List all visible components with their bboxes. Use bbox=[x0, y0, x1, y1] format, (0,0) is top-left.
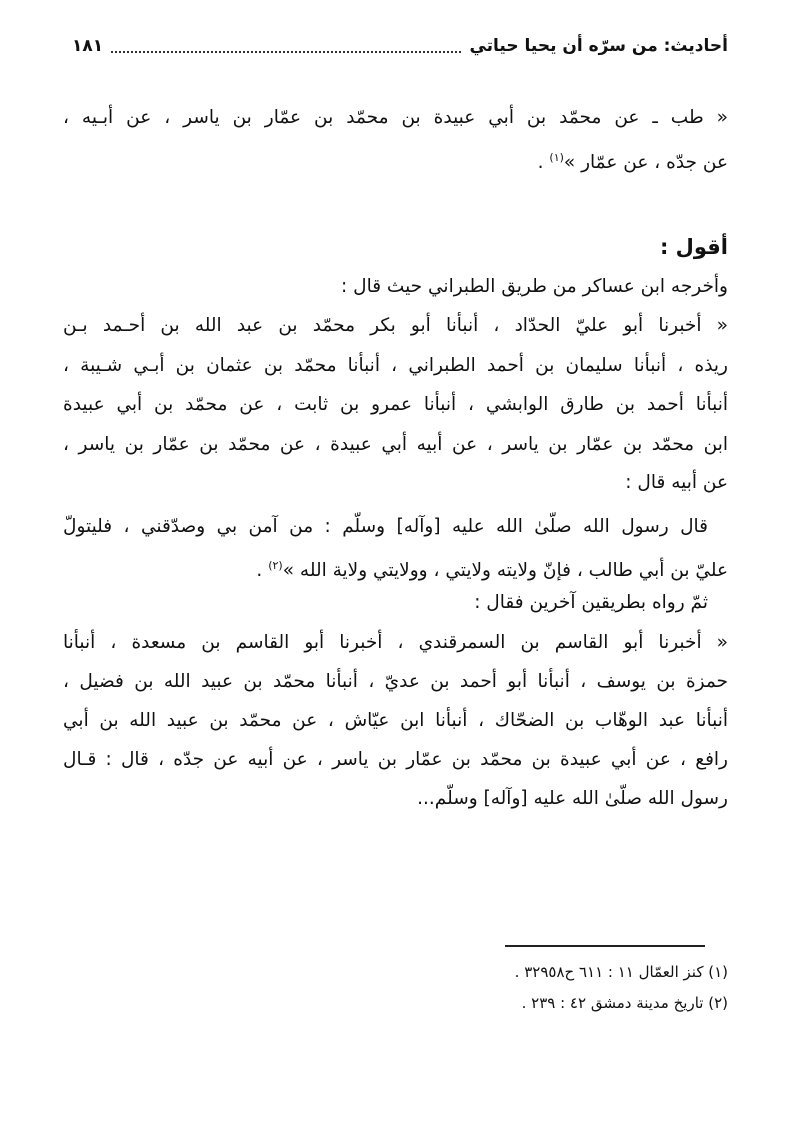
body-line: حمزة بن يوسف ، أنبأنا أبو أحمد بن عديّ ، أنبأنا محمّد بن عبيد الله بن فضيل ، bbox=[63, 671, 728, 692]
period: . bbox=[256, 560, 263, 581]
body-line: قال رسول الله صلّىٰ الله عليه [وآله] وسلّم : من آمن بي وصدّقني ، فليتولّ bbox=[63, 516, 708, 537]
body-line: رسول الله صلّىٰ الله عليه [وآله] وسلّم... bbox=[417, 788, 728, 809]
footnote-ref: (١) bbox=[549, 151, 564, 164]
footnote-ref: (٢) bbox=[268, 559, 283, 572]
page-number: ١٨١ bbox=[72, 36, 104, 56]
running-header bbox=[72, 32, 728, 60]
body-line: عن أبيه قال : bbox=[625, 472, 728, 493]
body-line: « أخبرنا أبو القاسم بن السمرقندي ، أخبرنا أبو القاسم بن مسعدة ، أنبأنا bbox=[63, 632, 728, 653]
footnote: (١) كنز العمّال ١١ : ٦١١ ح٣٢٩٥٨ . bbox=[514, 963, 728, 981]
body-line: « أخبرنا أبو عليّ الحدّاد ، أنبأنا أبو بكر محمّد بن عبد الله بن أحـمد بـن bbox=[63, 315, 728, 336]
line-text: عليّ بن أبي طالب ، فإنّ ولايته ولايتي ، وولايتي ولاية الله » bbox=[282, 560, 728, 581]
body-line: وأخرجه ابن عساكر من طريق الطبراني حيث قال : bbox=[341, 276, 728, 297]
body-line bbox=[63, 551, 728, 581]
footnote-divider bbox=[505, 945, 705, 947]
body-line bbox=[63, 143, 728, 173]
body-line: أنبأنا أحمد بن طارق الوابشي ، أنبأنا عمرو بن ثابت ، عن محمّد بن أبي عبيدة bbox=[63, 394, 728, 415]
body-line: ابن محمّد بن عمّار بن ياسر ، عن أبيه أبي عبيدة ، عن محمّد بن عمّار بن ياسر ، bbox=[63, 434, 728, 455]
body-line: رافع ، عن أبي عبيدة بن محمّد بن عمّار بن ياسر ، عن أبيه عن جدّه ، قال : قـال bbox=[63, 749, 728, 770]
body-line: ريذه ، أنبأنا سليمان بن أحمد الطبراني ، أنبأنا محمّد بن عثمان بن أبـي شـيبة ، bbox=[63, 355, 728, 376]
dot-leader bbox=[111, 39, 461, 53]
period: . bbox=[537, 152, 544, 173]
body-line: « طب ـ عن محمّد بن أبي عبيدة بن محمّد بن عمّار بن ياسر ، عن أبـيه ، bbox=[63, 107, 728, 128]
line-text: عن جدّه ، عن عمّار » bbox=[563, 152, 728, 173]
section-heading: أقول : bbox=[659, 235, 728, 259]
header-title: أحاديث: من سرّه أن يحيا حياتي bbox=[469, 36, 728, 56]
footnote: (٢) تاريخ مدينة دمشق ٤٢ : ٢٣٩ . bbox=[521, 994, 728, 1012]
body-line: ثمّ رواه بطريقين آخرين فقال : bbox=[474, 592, 708, 613]
body-line: أنبأنا عبد الوهّاب بن الضحّاك ، أنبأنا ابن عيّاش ، عن محمّد بن عبيد الله بن أبي bbox=[63, 710, 728, 731]
